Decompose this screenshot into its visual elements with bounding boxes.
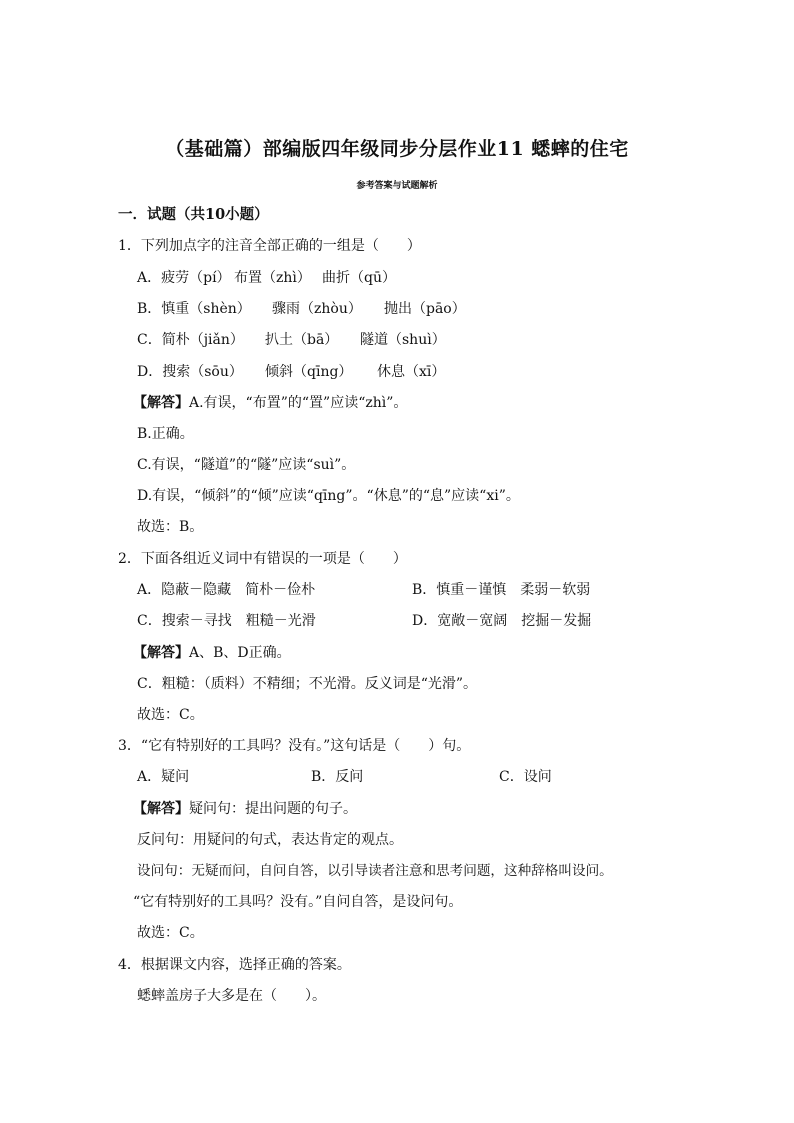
- q3-option-c: C．设问: [499, 769, 552, 785]
- q1-stem: 1．下列加点字的注音全部正确的一组是（ ）: [118, 238, 421, 254]
- q1-option-d: [137, 362, 757, 382]
- q2-options-cd: [137, 611, 757, 631]
- q2-option-d: D．宽敞－宽阔 挖掘－发掘: [412, 613, 592, 629]
- q2-option-c: C．搜索－寻找 粗糙－光滑: [137, 613, 316, 629]
- q3-answer: [133, 799, 753, 819]
- q1-d-3: 休息（xī）: [377, 364, 446, 380]
- section-heading: 一．试题（共10小题）: [118, 206, 269, 223]
- document-title: （基础篇）部编版四年级同步分层作业11 蟋蟀的住宅: [165, 138, 629, 160]
- q3-options: [137, 767, 757, 787]
- q3-answer-label: 【解答】: [133, 801, 189, 817]
- q3-choice: 故选：C。: [137, 925, 204, 941]
- q1-d-1: D．搜索（sōu）: [137, 364, 243, 380]
- q1-b-3: 抛出（pāo）: [384, 301, 466, 317]
- q1-a-1: A．疲劳（pí）: [137, 270, 231, 286]
- q1-c-3: 隧道（shuì）: [360, 332, 446, 348]
- q2-choice: 故选：C。: [137, 707, 204, 723]
- q1-explain-b: B.正确。: [137, 426, 194, 442]
- q3-answer-text: 疑问句：提出问题的句子。: [189, 801, 357, 817]
- q1-answer: [133, 393, 753, 413]
- q1-explain-d: D.有误，“倾斜”的“倾”应读“qīng”。“休息”的“息”应读“xi”。: [137, 488, 520, 504]
- q1-c-2: 扒土（bā）: [265, 332, 339, 348]
- q4-subquestion: 蟋蟀盖房子大多是在（ ）。: [137, 988, 326, 1004]
- q2-option-a: A．隐蔽－隐藏 简朴－俭朴: [137, 582, 316, 598]
- q1-option-c: [137, 330, 757, 350]
- q1-c-1: C．简朴（jiǎn）: [137, 332, 244, 348]
- q1-explain-c: C.有误，“隧道”的“隧”应读“suì”。: [137, 457, 356, 473]
- q1-option-b: [137, 299, 757, 319]
- q2-explain-c: C．粗糙：（质料）不精细；不光滑。反义词是“光滑”。: [137, 676, 478, 692]
- q1-answer-text: A.有误，“布置”的“置”应读“zhì”。: [189, 395, 408, 411]
- q3-explain-sentence: “它有特别好的工具吗？没有。”自问自答，是设问句。: [133, 894, 463, 910]
- q1-b-1: B．慎重（shèn）: [137, 301, 251, 317]
- q4-stem: 4．根据课文内容，选择正确的答案。: [118, 957, 351, 973]
- q2-options-ab: [137, 580, 757, 600]
- q1-b-2: 骤雨（zhòu）: [272, 301, 362, 317]
- q1-choice: 故选：B。: [137, 519, 204, 535]
- q3-explain-rhetorical: 反问句：用疑问的句式，表达肯定的观点。: [137, 832, 403, 848]
- q1-d-2: 倾斜（qīng）: [265, 364, 353, 380]
- q2-answer-text: A、B、D正确。: [189, 645, 291, 661]
- q1-a-3: 曲折（qū）: [322, 270, 396, 286]
- q3-option-a: A．疑问: [137, 769, 190, 785]
- q1-a-2: 布置（zhì）: [234, 270, 311, 286]
- q2-answer: [133, 643, 753, 663]
- q3-explain-setquestion: 设问句：无疑而问，自问自答，以引导读者注意和思考问题，这种辞格叫设问。: [137, 863, 613, 879]
- q3-stem: 3．“它有特别好的工具吗？没有。”这句话是（ ）句。: [118, 738, 471, 754]
- q3-option-b: B．反问: [311, 769, 364, 785]
- q1-option-a: [137, 268, 757, 288]
- q2-answer-label: 【解答】: [133, 645, 189, 661]
- q2-option-b: B．慎重－谨慎 柔弱－软弱: [412, 582, 591, 598]
- q1-answer-label: 【解答】: [133, 395, 189, 411]
- document-subtitle: 参考答案与试题解析: [356, 181, 438, 191]
- q2-stem: 2．下面各组近义词中有错误的一项是（ ）: [118, 551, 407, 567]
